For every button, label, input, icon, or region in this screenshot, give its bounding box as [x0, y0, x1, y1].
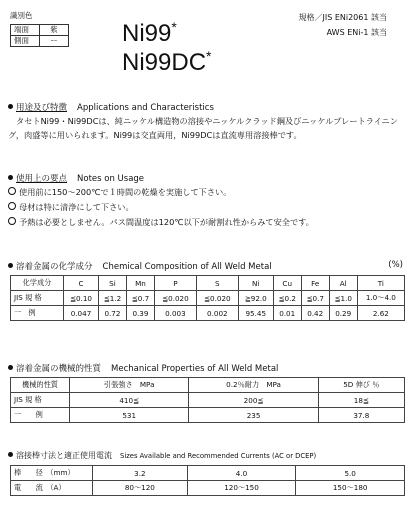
table-cell: 棒 径 （mm）	[11, 466, 93, 481]
section-mechanical-heading	[8, 362, 278, 374]
table-cell: 一 例	[11, 408, 70, 423]
section-sizes-heading	[8, 450, 316, 461]
heading-en: Notes on Usage	[77, 174, 145, 184]
table-cell: ≦0.020	[196, 291, 238, 306]
table-cell: JIS 規 格	[11, 291, 64, 306]
table-cell: 0.72	[98, 306, 126, 321]
table-cell: 235	[189, 408, 318, 423]
table-cell: ≦1.2	[98, 291, 126, 306]
circle-bullet-icon	[8, 202, 16, 210]
bullet-icon	[8, 263, 13, 268]
table-cell: S	[196, 276, 238, 291]
table-cell: 0.047	[64, 306, 99, 321]
table-cell: 5.0	[296, 466, 405, 481]
table-cell: Si	[98, 276, 126, 291]
id-color-key: 端面	[11, 25, 40, 36]
id-color-key: 側面	[11, 36, 40, 47]
chemical-unit: (%)	[388, 260, 403, 270]
table-cell: 引張強さ MPa	[70, 378, 189, 393]
table-row	[11, 291, 405, 306]
table-cell: ≦1.0	[329, 291, 357, 306]
table-cell: 80～120	[93, 481, 188, 496]
table-header-row	[11, 276, 405, 291]
table-row	[11, 481, 405, 496]
heading-jp: 用途及び特徴	[16, 103, 68, 113]
id-color-label: 識別色	[10, 11, 33, 20]
section-chemical-heading	[8, 260, 272, 272]
heading-en: Applications and Characteristics	[77, 103, 214, 113]
id-color-row	[11, 36, 69, 47]
table-cell: 0.003	[154, 306, 196, 321]
table-cell: 機械的性質	[11, 378, 70, 393]
table-cell: Ni	[238, 276, 273, 291]
heading-en: Chemical Composition of All Weld Metal	[102, 262, 272, 272]
table-cell: 3.2	[93, 466, 188, 481]
id-color-table	[10, 24, 69, 47]
heading-jp: 溶接棒寸法と適正使用電流	[16, 451, 112, 460]
table-cell: 37.8	[318, 408, 404, 423]
circle-bullet-icon	[8, 217, 16, 225]
product-mark-1: *	[171, 19, 177, 35]
table-cell: 4.0	[187, 466, 296, 481]
table-cell: 18≦	[318, 393, 404, 408]
usage-note: 予熱は必要としません。パス間温度は120℃以下が耐割れ性からみて安全です。	[8, 215, 314, 229]
heading-jp: 使用上の要点	[16, 174, 68, 184]
applications-text: タセトNi99・Ni99DCは、純ニッケル構造物の溶接やニッケルクラッド鋼及びニッケルプレートライニング，肉盛等に用いられます。Ni99は交直両用，Ni99DCは直流専用溶接棒です。	[8, 116, 398, 140]
heading-en: Sizes Available and Recommended Currents (AC or DCEP)	[120, 452, 317, 460]
table-cell: 5D 伸び ％	[318, 378, 404, 393]
bullet-icon	[8, 452, 13, 457]
section-usage-heading	[8, 172, 144, 184]
table-cell: ≧92.0	[238, 291, 273, 306]
table-cell: P	[154, 276, 196, 291]
table-cell: Fe	[301, 276, 329, 291]
table-cell: 0.42	[301, 306, 329, 321]
heading-en: Mechanical Properties of All Weld Metal	[111, 364, 279, 374]
table-cell: Mn	[126, 276, 154, 291]
table-row	[11, 393, 405, 408]
table-cell: ≦0.7	[301, 291, 329, 306]
table-cell: ≦0.7	[126, 291, 154, 306]
table-cell: 200≦	[189, 393, 318, 408]
table-cell: JIS 規 格	[11, 393, 70, 408]
circle-bullet-icon	[8, 187, 16, 195]
table-cell: C	[64, 276, 99, 291]
table-cell: 1.0～4.0	[357, 291, 404, 306]
table-cell: 一 例	[11, 306, 64, 321]
table-cell: Cu	[273, 276, 301, 291]
section-applications-heading	[8, 101, 214, 113]
table-row	[11, 306, 405, 321]
standard-jis: 規格／JIS ENi2061 該当	[298, 13, 387, 22]
product-title-2	[122, 43, 211, 76]
table-cell: 95.45	[238, 306, 273, 321]
table-cell: Ti	[357, 276, 404, 291]
mechanical-table	[10, 377, 405, 423]
table-header-row	[11, 378, 405, 393]
product-mark-2: *	[206, 48, 212, 64]
bullet-icon	[8, 104, 13, 109]
table-cell: 化学成分	[11, 276, 64, 291]
table-cell: 531	[70, 408, 189, 423]
heading-jp: 溶着金属の化学成分	[16, 262, 93, 272]
table-cell: ≦0.10	[64, 291, 99, 306]
table-row	[11, 466, 405, 481]
usage-note: 母材は特に清浄にして下さい。	[8, 200, 134, 214]
table-cell: Al	[329, 276, 357, 291]
table-cell: 2.62	[357, 306, 404, 321]
id-color-value: 紫	[40, 25, 69, 36]
table-cell: 120～150	[187, 481, 296, 496]
table-cell: ≦0.2	[273, 291, 301, 306]
table-cell: 150～180	[296, 481, 405, 496]
table-row	[11, 408, 405, 423]
table-cell: ≦0.020	[154, 291, 196, 306]
table-cell: 0.002	[196, 306, 238, 321]
id-color-row	[11, 25, 69, 36]
table-cell: 0.2％耐力 MPa	[189, 378, 318, 393]
product-name-1: Ni99	[122, 20, 172, 47]
standard-aws: AWS ENi-1 該当	[326, 28, 387, 37]
table-cell: 0.01	[273, 306, 301, 321]
sizes-table	[10, 465, 405, 496]
table-cell: 0.29	[329, 306, 357, 321]
table-cell: 電 流 （A）	[11, 481, 93, 496]
usage-note: 使用前に150～200℃で１時間の乾燥を実施して下さい。	[8, 185, 231, 199]
bullet-icon	[8, 175, 13, 180]
table-cell: 0.39	[126, 306, 154, 321]
product-name-2: Ni99DC	[122, 49, 207, 76]
table-cell: 410≦	[70, 393, 189, 408]
heading-jp: 溶着金属の機械的性質	[16, 364, 102, 374]
bullet-icon	[8, 365, 13, 370]
id-color-value: ー	[40, 36, 69, 47]
chemical-table	[10, 275, 405, 321]
